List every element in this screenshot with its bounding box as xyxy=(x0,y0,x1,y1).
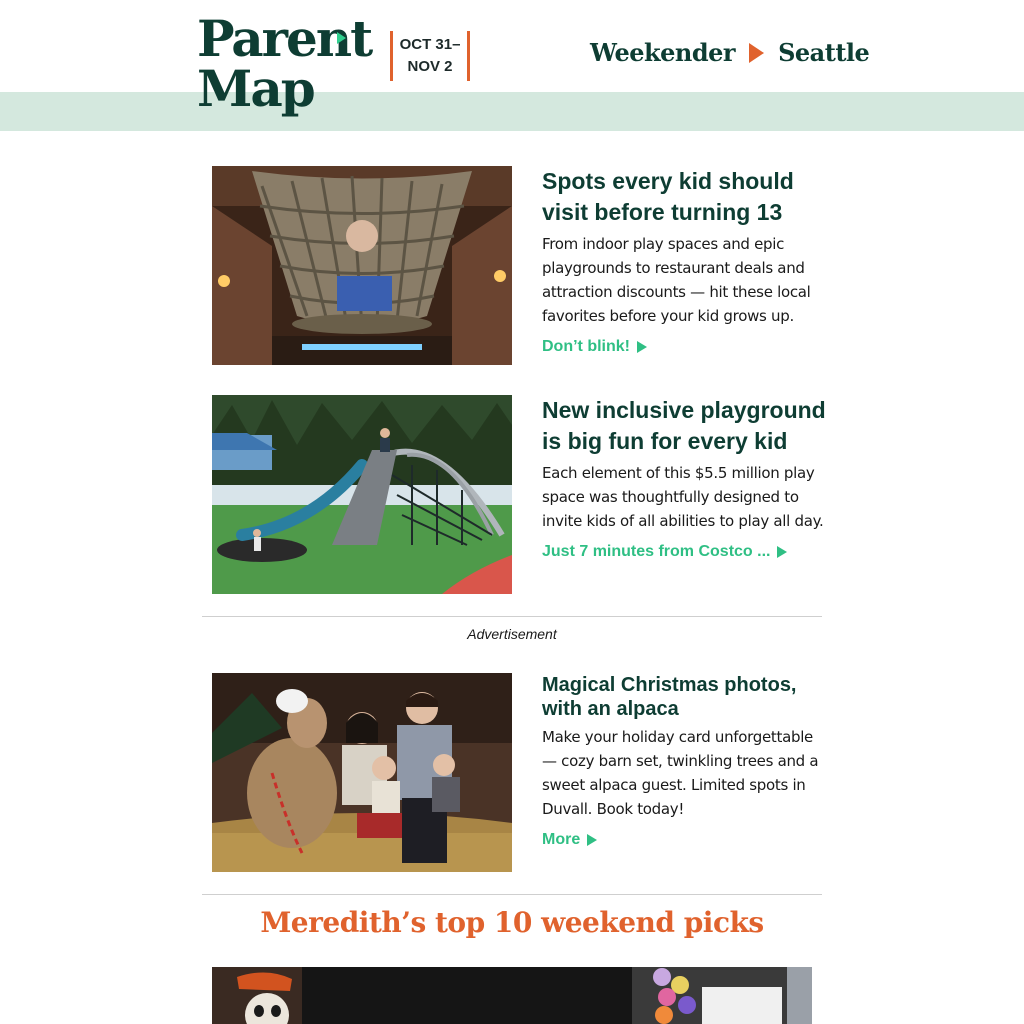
cta-label: Just 7 minutes from Costco ... xyxy=(542,543,771,560)
play-arrow-icon xyxy=(749,43,764,63)
article-image-net-play[interactable] xyxy=(212,166,512,365)
picks-hero-photo xyxy=(212,967,812,1024)
logo-line-parent: Parent xyxy=(197,9,372,68)
cta-label: Don’t blink! xyxy=(542,338,630,355)
article-description: Each element of this $5.5 million play space was thoughtfully designed to invite kids of all abilities to play all day. xyxy=(542,464,824,530)
ad-headline[interactable]: Magical Christmas photos, with an alpaca xyxy=(542,674,797,720)
net-play-photo xyxy=(212,166,512,365)
picks-hero-image[interactable] xyxy=(212,967,812,1024)
logo-play-icon xyxy=(337,32,346,44)
article-description: From indoor play spaces and epic playgrounds to restaurant deals and attraction discounts — hit these local favorites before your kid grows up. xyxy=(542,235,811,325)
article-headline[interactable]: Spots every kid should visit before turning 13 xyxy=(542,168,794,225)
newsletter-title xyxy=(590,38,869,67)
cta-arrow-icon xyxy=(777,546,787,558)
cta-arrow-icon xyxy=(637,341,647,353)
cta-label: More xyxy=(542,831,581,848)
date-range xyxy=(390,31,470,81)
date-start: OCT 31– xyxy=(399,36,461,53)
ad-text xyxy=(542,673,827,849)
section-divider xyxy=(202,894,822,895)
article-text xyxy=(542,395,827,561)
article-cta-link[interactable] xyxy=(542,338,647,356)
article-headline[interactable]: New inclusive playground is big fun for every kid xyxy=(542,397,826,454)
logo-line-map: Map xyxy=(197,59,314,118)
playground-photo xyxy=(212,395,512,594)
email-header xyxy=(0,0,1024,131)
ad-description: Make your holiday card unforgettable — cozy barn set, twinkling trees and a sweet alpaca guest. Limited spots in Duvall. Book today! xyxy=(542,728,819,818)
ad-cta-link[interactable] xyxy=(542,831,597,849)
date-end: NOV 2 xyxy=(407,58,453,75)
ad-image-alpaca[interactable] xyxy=(212,673,512,872)
article-cta-link[interactable] xyxy=(542,543,787,561)
article-image-playground[interactable] xyxy=(212,395,512,594)
article-text xyxy=(542,166,827,356)
picks-section-title: Meredith’s top 10 weekend picks xyxy=(260,906,764,939)
cta-arrow-icon xyxy=(587,834,597,846)
city-label: Seattle xyxy=(778,38,870,67)
parentmap-logo[interactable] xyxy=(197,9,372,118)
alpaca-family-photo xyxy=(212,673,512,872)
section-divider xyxy=(202,616,822,617)
advertisement-label: Advertisement xyxy=(467,626,557,642)
weekender-label: Weekender xyxy=(590,38,736,67)
